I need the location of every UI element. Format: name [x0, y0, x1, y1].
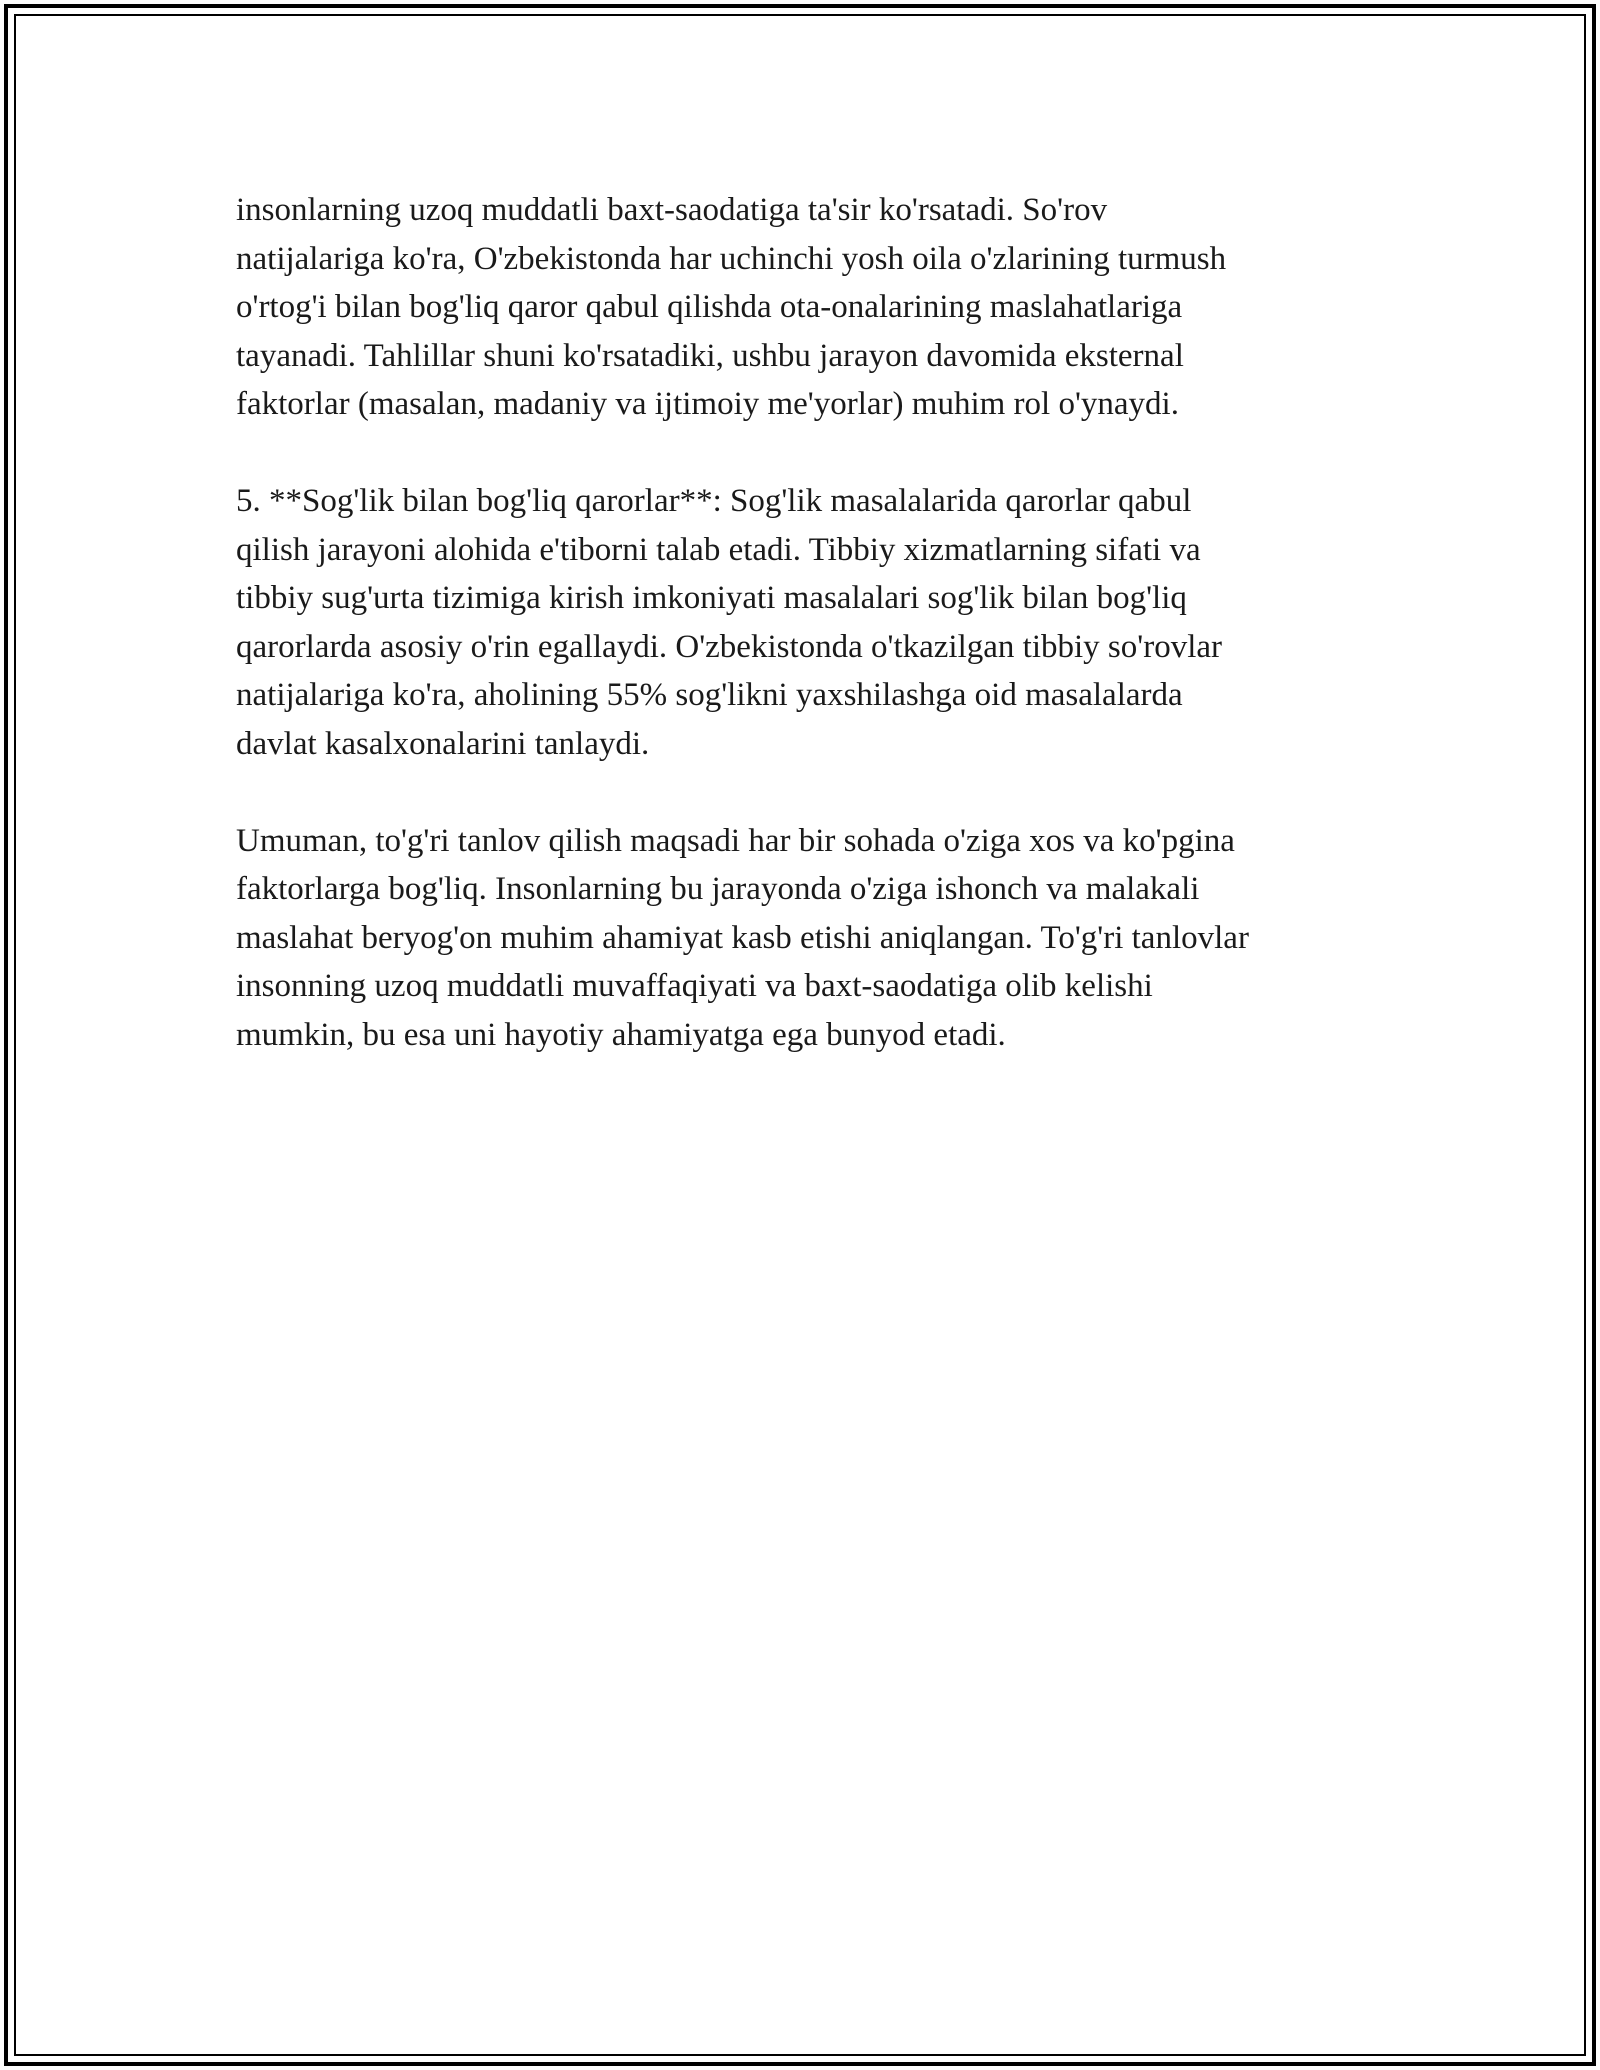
text-line: o'rtog'i bilan bog'liq qaror qabul qilishda ota-onalarining maslahatlariga [236, 289, 1183, 325]
text-line: qarorlarda asosiy o'rin egallaydi. O'zbekistonda o'tkazilgan tibbiy so'rovlar [236, 628, 1223, 665]
document-body [236, 186, 1386, 1108]
text-line: 5. **Sog'lik bilan bog'liq qarorlar**: Sog'lik masalalarida qarorlar qabul [236, 483, 1192, 519]
text-line: qilish jarayoni alohida e'tiborni talab etadi. Tibbiy xizmatlarning sifati va [236, 531, 1201, 568]
text-line: faktorlar (masalan, madaniy va ijtimoiy me'yorlar) muhim rol o'ynaydi. [236, 386, 1179, 422]
text-line: davlat kasalxonalarini tanlaydi. [236, 725, 650, 762]
paragraph-health-decisions [236, 477, 1386, 768]
text-line: faktorlarga bog'liq. Insonlarning bu jarayonda o'ziga ishonch va malakali [236, 871, 1200, 907]
text-line: insonlarning uzoq muddatli baxt-saodatiga ta'sir ko'rsatadi. So'rov [236, 192, 1108, 228]
paragraph-conclusion [236, 817, 1386, 1060]
text-line: natijalariga ko'ra, O'zbekistonda har uchinchi yosh oila o'zlarining turmush [236, 240, 1227, 277]
text-line: tibbiy sug'urta tizimiga kirish imkoniyati masalalari sog'lik bilan bog'liq [236, 580, 1187, 616]
text-line: mumkin, bu esa uni hayotiy ahamiyatga ega bunyod etadi. [236, 1016, 1006, 1053]
text-line: insonning uzoq muddatli muvaffaqiyati va baxt-saodatiga olib kelishi [236, 968, 1153, 1004]
paragraph-family-decisions [236, 186, 1386, 429]
text-line: Umuman, to'g'ri tanlov qilish maqsadi har bir sohada o'ziga xos va ko'pgina [236, 822, 1235, 859]
text-line: natijalariga ko'ra, aholining 55% sog'likni yaxshilashga oid masalalarda [236, 677, 1183, 713]
text-line: tayanadi. Tahlillar shuni ko'rsatadiki, ushbu jarayon davomida eksternal [236, 337, 1184, 374]
text-line: maslahat beryog'on muhim ahamiyat kasb etishi aniqlangan. To'g'ri tanlovlar [236, 919, 1249, 956]
